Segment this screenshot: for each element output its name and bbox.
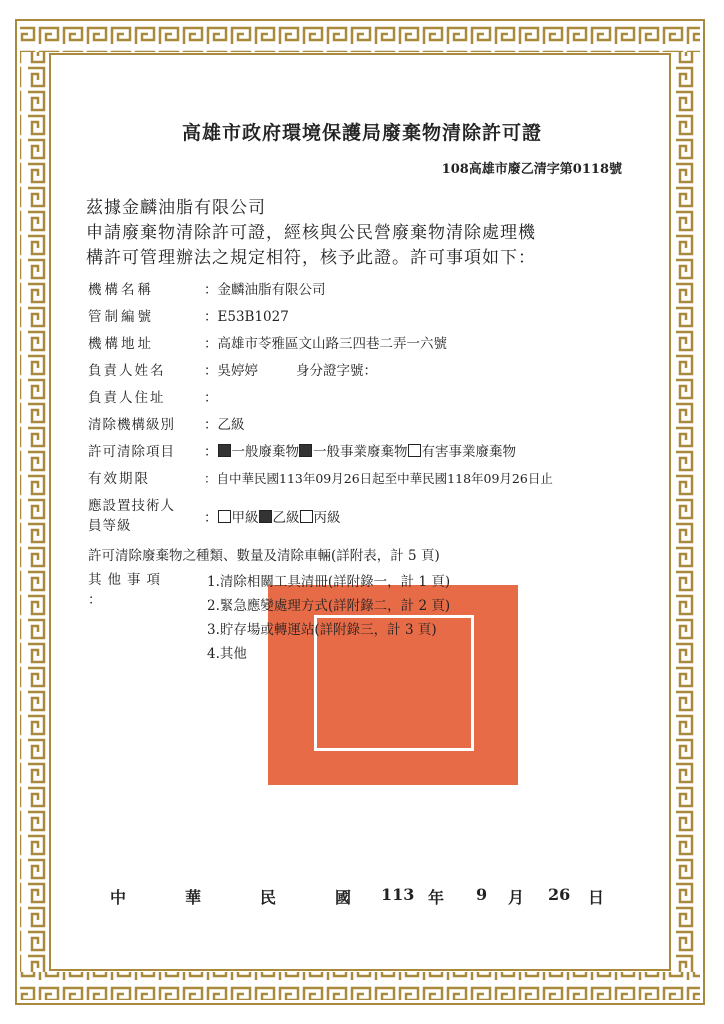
field-value: ：自中華民國113年09月26日起至中華民國118年09月26日止 bbox=[204, 471, 553, 486]
item-general-industrial-waste: 一般事業廢棄物 bbox=[313, 444, 408, 460]
tech-label-line1: 應設置技術人 bbox=[88, 498, 175, 514]
responsible-person-row bbox=[88, 359, 377, 379]
date-day: 26 bbox=[548, 885, 571, 904]
responsible-address-row bbox=[88, 386, 218, 406]
colon: ： bbox=[204, 444, 218, 460]
field-label: 負責人姓名 bbox=[88, 363, 166, 379]
permitted-items-row bbox=[88, 440, 516, 460]
field-label: 清除機構級別 bbox=[88, 417, 175, 433]
date-year-unit: 年 bbox=[428, 888, 445, 907]
field-label: 機構名稱 bbox=[88, 282, 154, 298]
checkbox-checked bbox=[299, 444, 312, 457]
org-name-row bbox=[88, 278, 326, 298]
checkbox-checked bbox=[218, 444, 231, 457]
tech-level-a: 甲級 bbox=[231, 510, 259, 526]
checkbox-unchecked bbox=[300, 510, 313, 523]
tech-level-b: 乙級 bbox=[272, 510, 300, 526]
other-matters-label bbox=[88, 568, 166, 608]
field-label: 機構地址 bbox=[88, 336, 154, 352]
checkbox-unchecked bbox=[218, 510, 231, 523]
id-number-label: 身分證字號： bbox=[296, 363, 377, 379]
other-item-1: 1.清除相關工具清冊(詳附錄一，計 1 頁) bbox=[207, 574, 451, 590]
item-hazardous-waste: 有害事業廢棄物 bbox=[421, 444, 516, 460]
field-label: 負責人住址 bbox=[88, 390, 166, 406]
field-value: ：乙級 bbox=[204, 417, 245, 433]
field-value: ： bbox=[204, 390, 218, 406]
checkbox-unchecked bbox=[408, 444, 421, 457]
date-month-unit: 月 bbox=[508, 888, 525, 907]
field-label bbox=[88, 494, 204, 534]
field-value: ：E53B1027 bbox=[204, 309, 289, 325]
other-item-4: 4.其他 bbox=[207, 646, 247, 662]
tech-level-c: 丙級 bbox=[313, 510, 341, 526]
scope-row: 許可清除廢棄物之種類、數量及清除車輛(詳附表，計 5 頁) bbox=[88, 548, 440, 564]
date-char: 國 bbox=[335, 888, 352, 907]
colon: ： bbox=[204, 510, 218, 526]
address-row bbox=[88, 332, 447, 352]
field-label: 許可清除項目 bbox=[88, 444, 175, 460]
checkbox-checked bbox=[259, 510, 272, 523]
colon: ： bbox=[88, 592, 102, 608]
field-value: ：高雄市苓雅區文山路三四巷二弄一六號 bbox=[204, 336, 447, 352]
field-value: ：金麟油脂有限公司 bbox=[204, 282, 326, 298]
body-line-1: 申請廢棄物清除許可證，經核與公民營廢棄物清除處理機 bbox=[86, 223, 536, 243]
field-value: ：吳婷婷 bbox=[204, 363, 258, 379]
certificate-title: 高雄市政府環境保護局廢棄物清除許可證 bbox=[181, 122, 542, 144]
control-number-row bbox=[88, 305, 289, 325]
recipient-line: 茲據金麟油脂有限公司 bbox=[86, 198, 266, 218]
document-number: 108高雄市廢乙清字第0118號 bbox=[441, 162, 622, 177]
body-line-2: 構許可管理辦法之規定相符，核予此證。許可事項如下： bbox=[86, 248, 536, 268]
date-char: 民 bbox=[260, 888, 277, 907]
date-char: 華 bbox=[185, 888, 202, 907]
date-day-unit: 日 bbox=[588, 888, 605, 907]
date-month: 9 bbox=[476, 885, 488, 904]
date-year: 113 bbox=[381, 885, 415, 904]
intro-paragraph bbox=[86, 196, 646, 271]
official-seal bbox=[268, 585, 518, 785]
tech-level-row bbox=[88, 494, 341, 534]
field-label: 其他事項 bbox=[88, 572, 166, 588]
date-char: 中 bbox=[110, 888, 127, 907]
item-general-waste: 一般廢棄物 bbox=[231, 444, 299, 460]
validity-row bbox=[88, 467, 553, 487]
tech-label-line2: 員等級 bbox=[88, 518, 132, 534]
field-label: 有效期限 bbox=[88, 471, 150, 487]
other-item-2: 2.緊急應變處理方式(詳附錄二，計 2 頁) bbox=[207, 598, 451, 614]
field-label: 管制編號 bbox=[88, 309, 154, 325]
other-item-3: 3.貯存場或轉運站(詳附錄三，計 3 頁) bbox=[207, 622, 437, 638]
level-row bbox=[88, 413, 245, 433]
